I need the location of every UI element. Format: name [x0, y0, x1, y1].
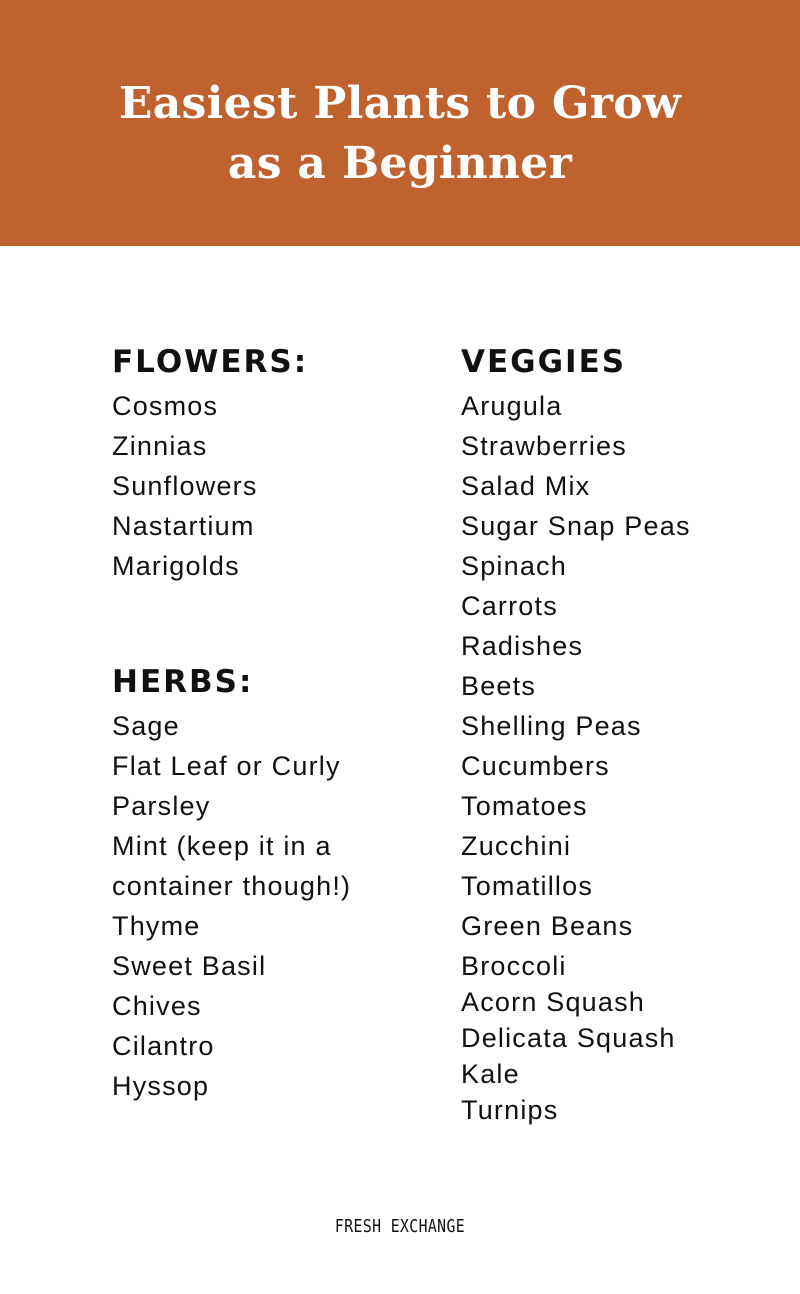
page-title-line-1: Easiest Plants to Grow: [118, 78, 682, 129]
veggie-item: Cucumbers: [461, 751, 610, 781]
title-banner: [0, 0, 800, 246]
veggie-item: Acorn Squash: [461, 987, 646, 1017]
veggies-list-continued: [461, 984, 676, 1128]
herb-item: Thyme: [112, 911, 201, 941]
herb-item: Parsley: [112, 791, 211, 821]
veggie-item: Tomatillos: [461, 871, 594, 901]
flower-item: Marigolds: [112, 551, 240, 581]
herbs-heading: HERBS:: [112, 664, 254, 700]
flowers-list: [112, 386, 258, 586]
veggie-item: Broccoli: [461, 951, 567, 981]
veggie-item: Delicata Squash: [461, 1023, 676, 1053]
veggies-list: [461, 386, 691, 986]
herbs-list: [112, 706, 351, 1106]
page-title-line-2: as a Beginner: [227, 138, 573, 189]
herb-item: container though!): [112, 871, 352, 901]
veggie-item: Spinach: [461, 551, 567, 581]
flower-item: Cosmos: [112, 391, 219, 421]
veggie-item: Sugar Snap Peas: [461, 511, 691, 541]
veggie-item: Radishes: [461, 631, 584, 661]
flower-item: Sunflowers: [112, 471, 258, 501]
veggie-item: Salad Mix: [461, 471, 591, 501]
veggie-item: Arugula: [461, 391, 563, 421]
veggie-item: Beets: [461, 671, 537, 701]
veggie-item: Shelling Peas: [461, 711, 642, 741]
flower-item: Nastartium: [112, 511, 255, 541]
herb-item: Flat Leaf or Curly: [112, 751, 341, 781]
veggie-item: Zucchini: [461, 831, 572, 861]
footer-brand-logo: FRESH EXCHANGE: [334, 1216, 466, 1237]
veggie-item: Strawberries: [461, 431, 627, 461]
veggie-item: Kale: [461, 1059, 520, 1089]
veggie-item: Tomatoes: [461, 791, 588, 821]
flower-item: Zinnias: [112, 431, 208, 461]
herb-item: Chives: [112, 991, 202, 1021]
herb-item: Sage: [112, 711, 180, 741]
flowers-heading: FLOWERS:: [112, 344, 309, 380]
herb-item: Sweet Basil: [112, 951, 267, 981]
herb-item: Hyssop: [112, 1071, 210, 1101]
veggie-item: Green Beans: [461, 911, 634, 941]
veggie-item: Carrots: [461, 591, 558, 621]
veggies-heading: VEGGIES: [461, 344, 627, 380]
herb-item: Cilantro: [112, 1031, 215, 1061]
herb-item: Mint (keep it in a: [112, 831, 332, 861]
veggie-item: Turnips: [461, 1095, 559, 1125]
